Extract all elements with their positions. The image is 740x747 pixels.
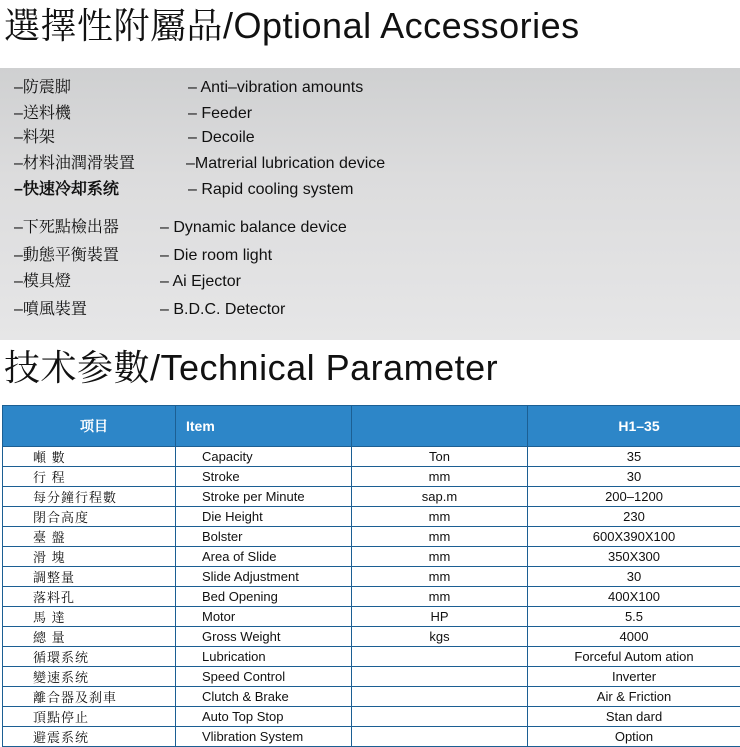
cell-item: Stroke per Minute	[176, 487, 352, 507]
header-cell	[352, 406, 528, 447]
cell-name-zh: 變速系统	[3, 667, 176, 687]
accessory-zh: –材料油潤滑裝置	[14, 155, 135, 172]
cell-value: Air & Friction	[528, 687, 740, 707]
accessory-zh: –防震脚	[14, 79, 71, 96]
table-row	[3, 447, 740, 467]
cell-value: 30	[528, 467, 740, 487]
cell-name-zh: 行 程	[3, 467, 176, 487]
accessory-en: – Decoile	[188, 129, 255, 146]
cell-value: 5.5	[528, 607, 740, 627]
table-row	[3, 487, 740, 507]
table-row	[3, 607, 740, 627]
cell-value: 4000	[528, 627, 740, 647]
table-header-row	[3, 406, 740, 447]
cell-value: 35	[528, 447, 740, 467]
cell-name-zh: 每分鐘行程數	[3, 487, 176, 507]
cell-unit: mm	[352, 567, 528, 587]
cell-unit: Ton	[352, 447, 528, 467]
accessory-en: – Ai Ejector	[160, 273, 241, 290]
cell-unit	[352, 667, 528, 687]
cell-unit: mm	[352, 527, 528, 547]
cell-value: 400X100	[528, 587, 740, 607]
spec-table-wrapper	[2, 405, 740, 747]
cell-item: Vlibration System	[176, 727, 352, 747]
cell-unit	[352, 687, 528, 707]
table-row	[3, 647, 740, 667]
cell-name-zh: 頂點停止	[3, 707, 176, 727]
cell-name-zh: 臺 盤	[3, 527, 176, 547]
cell-item: Bed Opening	[176, 587, 352, 607]
cell-unit: mm	[352, 507, 528, 527]
cell-item: Bolster	[176, 527, 352, 547]
cell-name-zh: 離合器及刹車	[3, 687, 176, 707]
accessories-panel	[0, 68, 740, 340]
accessory-zh: –模具燈	[14, 273, 71, 290]
cell-value: 200–1200	[528, 487, 740, 507]
accessory-en: – Rapid cooling system	[188, 181, 354, 198]
header-cell: H1–35	[528, 406, 740, 447]
accessory-zh: –動態平衡裝置	[14, 247, 119, 264]
accessory-en: – Anti–vibration amounts	[188, 79, 364, 96]
cell-unit	[352, 707, 528, 727]
cell-name-zh: 調整量	[3, 567, 176, 587]
table-row	[3, 567, 740, 587]
accessory-zh: –下死點檢出器	[14, 219, 119, 236]
cell-name-zh: 落料孔	[3, 587, 176, 607]
cell-unit	[352, 727, 528, 747]
table-row	[3, 587, 740, 607]
cell-item: Slide Adjustment	[176, 567, 352, 587]
cell-item: Clutch & Brake	[176, 687, 352, 707]
accessory-en: – Die room light	[160, 247, 273, 264]
table-row	[3, 687, 740, 707]
cell-item: Auto Top Stop	[176, 707, 352, 727]
cell-name-zh: 馬 達	[3, 607, 176, 627]
accessory-zh: –送料機	[14, 105, 71, 122]
accessory-zh: –噴風裝置	[14, 301, 87, 318]
accessory-en: –Matrerial lubrication device	[186, 155, 386, 172]
accessory-en: – Dynamic balance device	[160, 219, 347, 236]
header-cell: 项目	[3, 406, 176, 447]
cell-item: Gross Weight	[176, 627, 352, 647]
accessory-en: – B.D.C. Detector	[160, 301, 286, 318]
accessory-en: – Feeder	[188, 105, 253, 122]
cell-value: Option	[528, 727, 740, 747]
cell-unit: mm	[352, 467, 528, 487]
accessory-zh: –快速冷却系统	[14, 181, 119, 198]
cell-unit: HP	[352, 607, 528, 627]
cell-name-zh: 避震系统	[3, 727, 176, 747]
cell-item: Area of Slide	[176, 547, 352, 567]
accessory-zh: –料架	[14, 129, 55, 146]
cell-item: Capacity	[176, 447, 352, 467]
table-row	[3, 727, 740, 747]
table-row	[3, 667, 740, 687]
cell-name-zh: 循環系统	[3, 647, 176, 667]
technical-parameter-title: 技术参數/Technical Parameter	[4, 347, 499, 388]
cell-unit: mm	[352, 547, 528, 567]
cell-name-zh: 閉合高度	[3, 507, 176, 527]
cell-unit: kgs	[352, 627, 528, 647]
table-row	[3, 707, 740, 727]
cell-value: 30	[528, 567, 740, 587]
table-row	[3, 627, 740, 647]
table-row	[3, 547, 740, 567]
cell-value: Forceful Autom ation	[528, 647, 740, 667]
table-row	[3, 527, 740, 547]
cell-item: Speed Control	[176, 667, 352, 687]
cell-unit	[352, 647, 528, 667]
cell-item: Die Height	[176, 507, 352, 527]
cell-value: 350X300	[528, 547, 740, 567]
table-row	[3, 507, 740, 527]
spec-table	[2, 405, 740, 747]
cell-value: 600X390X100	[528, 527, 740, 547]
cell-item: Motor	[176, 607, 352, 627]
cell-name-zh: 滑 塊	[3, 547, 176, 567]
header-cell: Item	[176, 406, 352, 447]
cell-name-zh: 噸 數	[3, 447, 176, 467]
table-row	[3, 467, 740, 487]
cell-unit: sap.m	[352, 487, 528, 507]
cell-value: Inverter	[528, 667, 740, 687]
cell-item: Stroke	[176, 467, 352, 487]
optional-accessories-title: 選擇性附屬品/Optional Accessories	[4, 5, 580, 46]
cell-value: 230	[528, 507, 740, 527]
cell-name-zh: 總 量	[3, 627, 176, 647]
cell-item: Lubrication	[176, 647, 352, 667]
cell-unit: mm	[352, 587, 528, 607]
cell-value: Stan dard	[528, 707, 740, 727]
